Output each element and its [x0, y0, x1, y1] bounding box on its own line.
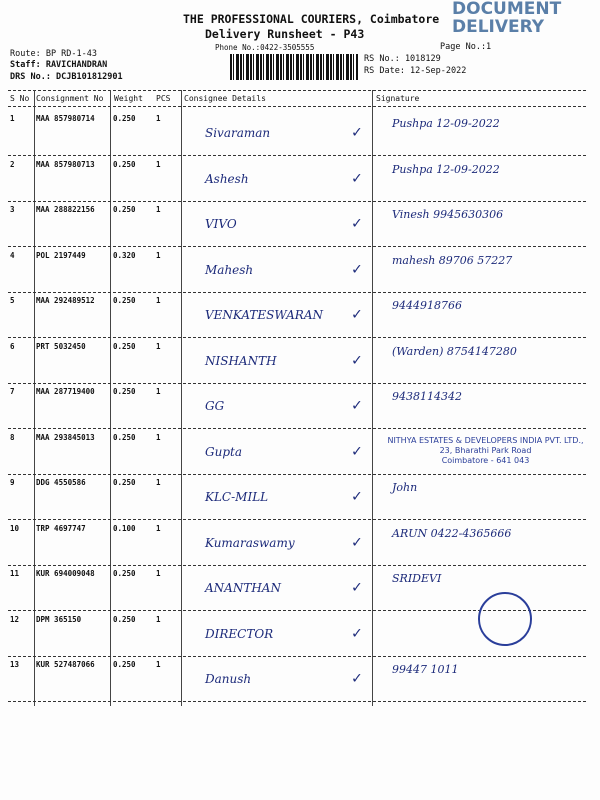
- col-consignee: Consignee Details: [184, 94, 266, 103]
- stamp-line: 23, Bharathi Park Road: [439, 446, 532, 455]
- row-divider: [8, 383, 586, 384]
- row-pcs: 1: [156, 569, 161, 578]
- row-sno: 7: [10, 387, 15, 396]
- row-divider: [8, 474, 586, 475]
- rs-number: RS No.: 1018129: [364, 54, 441, 64]
- row-divider: [8, 292, 586, 293]
- row-weight: 0.250: [113, 205, 136, 214]
- row-consignee: NISHANTH: [205, 353, 277, 368]
- divider: [8, 106, 586, 107]
- row-signature: ARUN 0422-4365666: [392, 526, 512, 540]
- check-mark-icon: ✓: [352, 349, 362, 369]
- row-sno: 11: [10, 569, 20, 578]
- row-weight: 0.250: [113, 341, 136, 351]
- row-consignment-no: MAA 288822156: [36, 205, 95, 214]
- column-line: [181, 90, 182, 706]
- row-consignee: Gupta: [205, 444, 242, 459]
- row-pcs: 1: [156, 159, 161, 169]
- column-line: [110, 90, 111, 706]
- rs-date: RS Date: 12-Sep-2022: [364, 66, 467, 76]
- row-pcs: 1: [156, 387, 161, 396]
- row-consignment-no: KUR 527487066: [36, 660, 95, 669]
- row-consignment-no: DDG 4550586: [36, 478, 86, 487]
- row-weight: 0.250: [113, 159, 136, 169]
- row-pcs: 1: [156, 296, 161, 305]
- check-mark-icon: ✓: [352, 395, 362, 414]
- col-signature: Signature: [376, 94, 420, 103]
- row-consignee: VIVO: [205, 217, 237, 231]
- stamp-line: Coimbatore - 641 043: [441, 456, 530, 465]
- row-consignment-no: MAA 287719400: [36, 387, 95, 396]
- row-consignee: Sivaraman: [205, 126, 271, 140]
- divider: [8, 90, 586, 91]
- row-signature: SRIDEVI: [392, 572, 442, 585]
- row-consignment-no: MAA 293845013: [36, 432, 95, 442]
- row-sno: 2: [10, 159, 15, 169]
- row-consignee: Kumaraswamy: [205, 535, 295, 550]
- row-weight: 0.100: [113, 523, 136, 533]
- row-consignment-no: MAA 857980714: [36, 114, 95, 123]
- row-sno: 10: [10, 523, 20, 533]
- row-weight: 0.250: [113, 114, 136, 123]
- row-divider: [8, 519, 586, 520]
- row-consignment-no: MAA 857980713: [36, 159, 95, 169]
- row-consignee: Danush: [205, 672, 252, 686]
- row-signature: 9438114342: [392, 390, 462, 403]
- col-weight: Weight: [114, 94, 143, 103]
- document-delivery-stamp: DOCUMENT DELIVERY: [452, 0, 562, 37]
- row-consignee: Ashesh: [205, 171, 249, 186]
- col-consignment: Consignment No: [36, 94, 104, 103]
- check-mark-icon: ✓: [352, 486, 362, 505]
- row-sno: 6: [10, 341, 15, 351]
- row-signature: Pushpa 12-09-2022: [392, 162, 500, 176]
- check-mark-icon: ✓: [352, 213, 362, 232]
- row-consignee: GG: [205, 399, 225, 413]
- row-signature: (Warden) 8754147280: [392, 344, 517, 358]
- row-signature: 99447 1011: [392, 663, 459, 676]
- row-pcs: 1: [156, 250, 161, 260]
- row-consignee: Mahesh: [205, 262, 254, 277]
- check-mark-icon: ✓: [352, 531, 362, 551]
- row-consignee: ANANTHAN: [205, 581, 281, 595]
- row-pcs: 1: [156, 614, 161, 624]
- row-signature: Pushpa 12-09-2022: [392, 117, 500, 130]
- row-weight: 0.320: [113, 250, 136, 260]
- page-number: Page No.:1: [440, 42, 492, 52]
- row-pcs: 1: [156, 114, 161, 123]
- row-signature: Vinesh 9945630306: [392, 208, 504, 221]
- row-pcs: 1: [156, 205, 161, 214]
- check-mark-icon: ✓: [352, 668, 362, 687]
- row-weight: 0.250: [113, 614, 136, 624]
- row-pcs: 1: [156, 660, 161, 669]
- col-pcs: PCS: [156, 94, 171, 103]
- row-sno: 5: [10, 296, 15, 305]
- row-divider: [8, 656, 586, 657]
- row-weight: 0.250: [113, 660, 136, 669]
- row-pcs: 1: [156, 432, 161, 442]
- row-pcs: 1: [156, 523, 161, 533]
- stamp-line: NITHYA ESTATES & DEVELOPERS INDIA PVT. LTD.,: [387, 436, 584, 445]
- row-sno: 3: [10, 205, 15, 214]
- row-divider: [8, 701, 586, 702]
- row-divider: [8, 155, 586, 156]
- row-divider: [8, 246, 586, 247]
- drs-number: DRS No.: DCJB101812901: [10, 72, 123, 82]
- row-sno: 12: [10, 614, 20, 624]
- column-line: [34, 90, 35, 706]
- row-consignment-no: POL 2197449: [36, 250, 86, 260]
- round-seal-stamp: [478, 592, 532, 646]
- row-signature: mahesh 89706 57227: [392, 253, 513, 267]
- route: Route: BP RD-1-43: [10, 49, 97, 59]
- row-weight: 0.250: [113, 478, 136, 487]
- row-consignment-no: PRT 5032450: [36, 341, 86, 351]
- row-sno: 8: [10, 432, 15, 442]
- row-consignment-no: TRP 4697747: [36, 523, 86, 533]
- row-pcs: 1: [156, 341, 161, 351]
- check-mark-icon: ✓: [352, 622, 362, 642]
- row-consignment-no: DPM 365150: [36, 614, 82, 624]
- phone-number: Phone No.:0422-3505555: [215, 43, 315, 52]
- staff: Staff: RAVICHANDRAN: [10, 60, 108, 70]
- check-mark-icon: ✓: [352, 440, 362, 460]
- row-divider: [8, 428, 586, 429]
- row-consignment-no: MAA 292489512: [36, 296, 95, 305]
- check-mark-icon: ✓: [352, 167, 362, 187]
- row-signature: John: [392, 481, 418, 494]
- company-stamp: [378, 436, 593, 466]
- row-divider: [8, 337, 586, 338]
- col-sno: S No: [10, 94, 30, 103]
- company-title: THE PROFESSIONAL COURIERS, Coimbatore: [183, 12, 440, 26]
- row-consignee: VENKATESWARAN: [205, 308, 324, 322]
- row-pcs: 1: [156, 478, 161, 487]
- row-consignment-no: KUR 694009048: [36, 569, 95, 578]
- check-mark-icon: ✓: [352, 577, 362, 596]
- row-consignee: DIRECTOR: [205, 626, 274, 641]
- row-weight: 0.250: [113, 387, 136, 396]
- runsheet-subtitle: Delivery Runsheet - P43: [205, 27, 365, 41]
- row-sno: 4: [10, 250, 15, 260]
- row-divider: [8, 565, 586, 566]
- row-weight: 0.250: [113, 432, 136, 442]
- check-mark-icon: ✓: [352, 122, 362, 141]
- row-consignee: KLC-MILL: [205, 490, 269, 504]
- row-sno: 1: [10, 114, 15, 123]
- check-mark-icon: ✓: [352, 258, 362, 278]
- row-divider: [8, 201, 586, 202]
- row-sno: 9: [10, 478, 15, 487]
- row-signature: 9444918766: [392, 299, 462, 312]
- row-weight: 0.250: [113, 569, 136, 578]
- check-mark-icon: ✓: [352, 304, 362, 323]
- row-sno: 13: [10, 660, 20, 669]
- barcode: [230, 54, 358, 80]
- column-line: [372, 90, 373, 706]
- row-weight: 0.250: [113, 296, 136, 305]
